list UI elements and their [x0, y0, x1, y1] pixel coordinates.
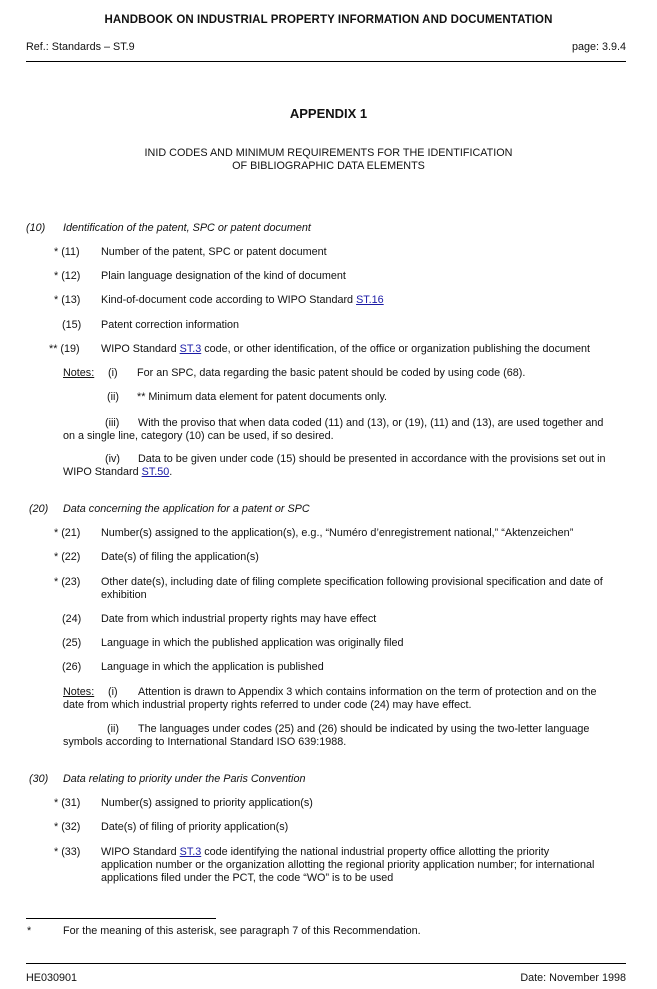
note-10-iii-num: (iii)	[105, 417, 120, 429]
code-13-text	[101, 294, 384, 307]
note-10-iv-num: (iv)	[105, 453, 120, 465]
subtitle-line-2: OF BIBLIOGRAPHIC DATA ELEMENTS	[232, 160, 425, 172]
note-10-ii-num: (ii)	[107, 391, 119, 403]
footnote-mark: *	[27, 925, 32, 937]
page-number: page: 3.9.4	[571, 41, 626, 53]
handbook-title: HANDBOOK ON INDUSTRIAL PROPERTY INFORMATION AND DOCUMENTATION	[104, 14, 553, 26]
st3-link[interactable]: ST.3	[179, 343, 202, 355]
code-22: * (22)	[54, 551, 81, 563]
code-33-line3: applications filed under the PCT, the code “WO” is to be used	[101, 872, 394, 884]
st50-link[interactable]: ST.50	[141, 466, 170, 478]
code-23: * (23)	[54, 576, 81, 588]
code-22-text: Date(s) of filing the application(s)	[101, 551, 259, 563]
appendix-title: APPENDIX 1	[289, 106, 368, 121]
note-10-iv-line2-a: WIPO Standard	[63, 466, 142, 478]
footnote-text: For the meaning of this asterisk, see paragraph 7 of this Recommendation.	[63, 925, 421, 937]
reference: Ref.: Standards – ST.9	[26, 41, 135, 53]
code-19-text-b: code, or other identification, of the office or organization publishing the document	[201, 343, 590, 355]
code-25-text: Language in which the published application was originally filed	[101, 637, 404, 649]
code-21: * (21)	[54, 527, 81, 539]
code-13-text-a: Kind-of-document code according to WIPO Standard	[101, 294, 357, 306]
note-20-i-line1: Attention is drawn to Appendix 3 which contains information on the term of protection and on the	[138, 686, 597, 698]
note-20-ii-line2: symbols according to International Standard ISO 639:1988.	[63, 736, 347, 748]
note-10-iv-line2-b: .	[169, 466, 173, 478]
note-10-iii-line2: on a single line, category (10) can be used, if so desired.	[63, 430, 334, 442]
code-24: (24)	[62, 613, 82, 625]
notes-label-10: Notes:	[63, 367, 95, 379]
code-11: * (11)	[54, 246, 80, 258]
section-20-title: Data concerning the application for a patent or SPC	[63, 503, 310, 515]
section-30-number: (30)	[29, 773, 49, 785]
code-25: (25)	[62, 637, 82, 649]
code-15-text: Patent correction information	[101, 319, 240, 331]
section-20-number: (20)	[29, 503, 49, 515]
note-10-iii-line1: With the proviso that when data coded (11) and (13), or (19), (11) and (13), are used together and	[138, 417, 604, 429]
st3-link-2[interactable]: ST.3	[179, 846, 202, 858]
code-33-line2: application number or the organization allotting the regional priority application number; for international	[101, 859, 595, 871]
note-20-ii-line1: The languages under codes (25) and (26) should be indicated by using the two-letter language	[138, 723, 590, 735]
code-23-line1: Other date(s), including date of filing complete specification following provisional specification and date of	[101, 576, 603, 588]
code-13: * (13)	[54, 294, 81, 306]
code-33-line1-a: WIPO Standard	[101, 846, 180, 858]
code-26-text: Language in which the application is published	[101, 661, 324, 673]
code-31-text: Number(s) assigned to priority application(s)	[101, 797, 313, 809]
notes-label-20: Notes:	[63, 686, 95, 698]
code-33: * (33)	[54, 846, 81, 858]
code-24-text: Date from which industrial property rights may have effect	[101, 613, 377, 625]
code-23-line2: exhibition	[101, 589, 147, 601]
section-30-title: Data relating to priority under the Paris Convention	[63, 773, 306, 785]
code-19: ** (19)	[49, 343, 80, 355]
subtitle-line-1: INID CODES AND MINIMUM REQUIREMENTS FOR THE IDENTIFICATION	[144, 147, 513, 159]
appendix-subtitle	[0, 147, 657, 173]
code-33-line1	[101, 846, 549, 859]
note-10-i-num: (i)	[108, 367, 118, 379]
code-31: * (31)	[54, 797, 81, 809]
code-19-text-a: WIPO Standard	[101, 343, 180, 355]
section-10-number: (10)	[26, 222, 46, 234]
code-11-text: Number of the patent, SPC or patent document	[101, 246, 327, 258]
note-10-iv-line1: Data to be given under code (15) should be presented in accordance with the provisions set out in	[138, 453, 606, 465]
note-20-i-num: (i)	[108, 686, 118, 698]
code-21-text: Number(s) assigned to the application(s), e.g., “Numéro d’enregistrement national,” “Aktenzeichen”	[101, 527, 574, 539]
code-32: * (32)	[54, 821, 81, 833]
footer-rule	[26, 963, 626, 964]
code-33-line1-b: code identifying the national industrial property office allotting the priority	[201, 846, 550, 858]
code-19-text	[101, 343, 590, 356]
code-12-text: Plain language designation of the kind of document	[101, 270, 346, 282]
footnote-rule	[26, 918, 216, 919]
code-26: (26)	[62, 661, 82, 673]
note-20-ii-num: (ii)	[107, 723, 119, 735]
header-rule	[26, 61, 626, 62]
code-32-text: Date(s) of filing of priority application(s)	[101, 821, 289, 833]
section-10-title: Identification of the patent, SPC or patent document	[63, 222, 311, 234]
code-15: (15)	[62, 319, 82, 331]
code-12: * (12)	[54, 270, 81, 282]
note-10-ii-text: ** Minimum data element for patent documents only.	[137, 391, 388, 403]
note-10-i-text: For an SPC, data regarding the basic patent should be coded by using code (68).	[137, 367, 526, 379]
note-20-i-line2: date from which industrial property rights referred to under code (24) may have effect.	[63, 699, 472, 711]
st16-link[interactable]: ST.16	[356, 294, 384, 306]
note-10-iv-line2	[63, 466, 172, 479]
document-date: Date: November 1998	[520, 972, 626, 984]
document-code: HE030901	[26, 972, 78, 984]
